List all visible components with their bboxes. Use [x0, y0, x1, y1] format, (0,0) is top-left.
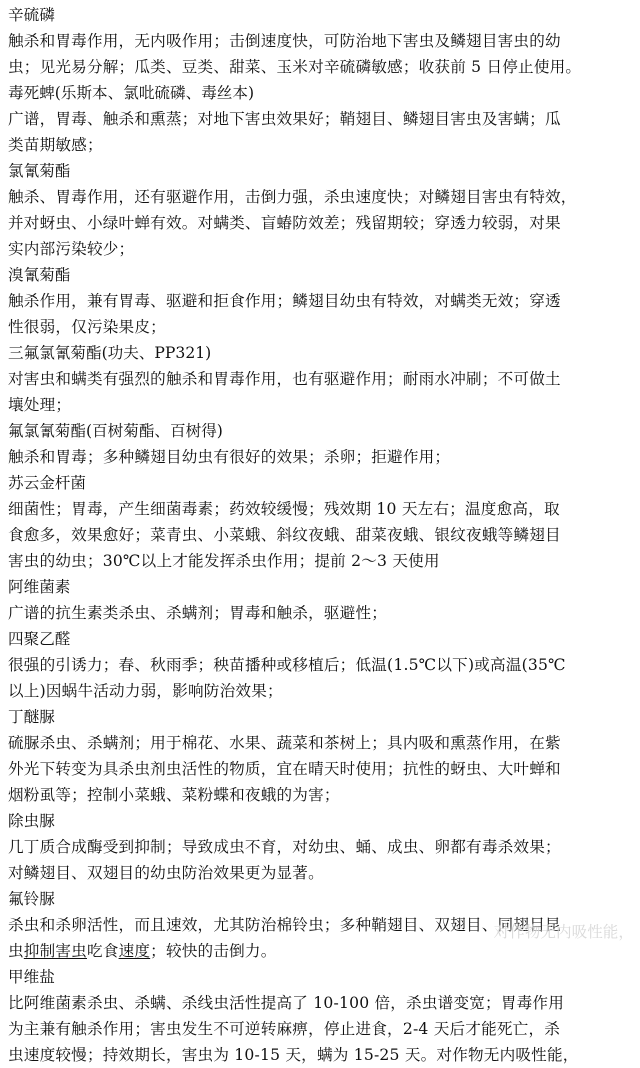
pesticide-name: 三氟氯氰菊酯(功夫、PP321) [8, 344, 212, 362]
pesticide-name: 氟铃脲 [8, 890, 55, 908]
pesticide-entry [8, 574, 634, 626]
description-line: 害虫的幼虫；30℃以上才能发挥杀虫作用；提前 2～3 天使用 [8, 552, 440, 570]
description-line: 很强的引诱力；春、秋雨季；秧苗播种或移植后；低温(1.5℃以下)或高温(35℃ [8, 656, 566, 674]
description-line: 触杀、胃毒作用，还有驱避作用，击倒力强，杀虫速度快；对鳞翅目害虫有特效， [8, 188, 577, 206]
description-line: 壤处理； [8, 396, 72, 414]
pesticide-entry [8, 158, 634, 262]
description-line: 实内部污染较少； [8, 240, 135, 258]
description-line: 广谱，胃毒、触杀和熏蒸；对地下害虫效果好；鞘翅目、鳞翅目害虫及害螨；瓜 [8, 110, 561, 128]
pesticide-entry [8, 80, 634, 158]
description-line: 虫速度较慢；持效期长，害虫为 10-15 天，螨为 15-25 天。对作物无内吸性能， [8, 1046, 579, 1064]
description-line: 外光下转变为具杀虫剂虫活性的物质，宜在晴天时使用；抗性的蚜虫、大叶蝉和 [8, 760, 561, 778]
description-line: 虫；见光易分解；瓜类、豆类、甜菜、玉米对辛硫磷敏感；收获前 5 日停止使用。 [8, 58, 582, 76]
pesticide-name: 苏云金杆菌 [8, 474, 86, 492]
pesticide-entry [8, 964, 634, 1068]
pesticide-name: 阿维菌素 [8, 578, 71, 596]
description-line: 烟粉虱等；控制小菜蛾、菜粉蝶和夜蛾的为害； [8, 786, 340, 804]
pesticide-name: 氟氯氰菊酯(百树菊酯、百树得) [8, 422, 223, 440]
description-line: 类苗期敏感； [8, 136, 103, 154]
description-line: 性很弱，仅污染果皮； [8, 318, 166, 336]
pesticide-name: 氯氰菊酯 [8, 162, 71, 180]
pesticide-name: 溴氰菊酯 [8, 266, 71, 284]
description-line: 对鳞翅目、双翅目的幼虫防治效果更为显著。 [8, 864, 324, 882]
description-line: 食愈多，效果愈好；菜青虫、小菜蛾、斜纹夜蛾、甜菜夜蛾、银纹夜蛾等鳞翅目 [8, 526, 561, 544]
pesticide-name: 毒死蜱(乐斯本、氯吡硫磷、毒丝本) [8, 84, 255, 102]
description-line: 对害虫和螨类有强烈的触杀和胃毒作用，也有驱避作用；耐雨水冲刷；不可做土 [8, 370, 561, 388]
pesticide-name: 除虫脲 [8, 812, 55, 830]
description-line: 广谱的抗生素类杀虫、杀螨剂；胃毒和触杀，驱避性； [8, 604, 388, 622]
description-line: 几丁质合成酶受到抑制；导致成虫不育，对幼虫、蛹、成虫、卵都有毒杀效果； [8, 838, 561, 856]
pesticide-name: 甲维盐 [8, 968, 55, 986]
description-line: 比阿维菌素杀虫、杀螨、杀线虫活性提高了 10-100 倍，杀虫谱变宽；胃毒作用 [8, 994, 564, 1012]
pesticide-name: 四聚乙醛 [8, 630, 71, 648]
pesticide-entry [8, 808, 634, 886]
description-line: 触杀和胃毒；多种鳞翅目幼虫有很好的效果；杀卵；拒避作用； [8, 448, 451, 466]
pesticide-name: 辛硫磷 [8, 6, 55, 24]
pesticide-entry [8, 626, 634, 704]
description-line: 触杀作用，兼有胃毒、驱避和拒食作用；鳞翅目幼虫有特效，对螨类无效；穿透 [8, 292, 561, 310]
description-line: 并对蚜虫、小绿叶蝉有效。对螨类、盲蝽防效差；残留期较；穿透力较弱，对果 [8, 214, 561, 232]
description-line: 虫抑制害虫吃食速度；较快的击倒力。 [8, 942, 277, 960]
pesticide-entry [8, 262, 634, 340]
description-line: 细菌性；胃毒，产生细菌毒素；药效较缓慢；残效期 10 天左右；温度愈高，取 [8, 500, 560, 518]
pesticide-entry [8, 340, 634, 418]
pesticide-entry [8, 886, 634, 964]
pesticide-entry [8, 704, 634, 808]
pesticide-name: 丁醚脲 [8, 708, 55, 726]
pesticide-entry [8, 470, 634, 574]
description-line: 为主兼有触杀作用；害虫发生不可逆转麻痹，停止进食，2-4 天后才能死亡，杀 [8, 1020, 561, 1038]
pesticide-entry [8, 2, 634, 80]
description-line: 触杀和胃毒作用，无内吸作用；击倒速度快，可防治地下害虫及鳞翅目害虫的幼 [8, 32, 561, 50]
description-line: 硫脲杀虫、杀螨剂；用于棉花、水果、蔬菜和茶树上；具内吸和熏蒸作用，在紫 [8, 734, 561, 752]
pesticide-entry [8, 418, 634, 470]
watermark-text: 对作物无内吸性能， [493, 923, 634, 941]
description-line: 以上)因蜗牛活动力弱，影响防治效果； [8, 682, 283, 700]
description-line: 杀虫和杀卵活性，而且速效，尤其防治棉铃虫；多种鞘翅目、双翅目、同翅目昆 [8, 916, 561, 934]
